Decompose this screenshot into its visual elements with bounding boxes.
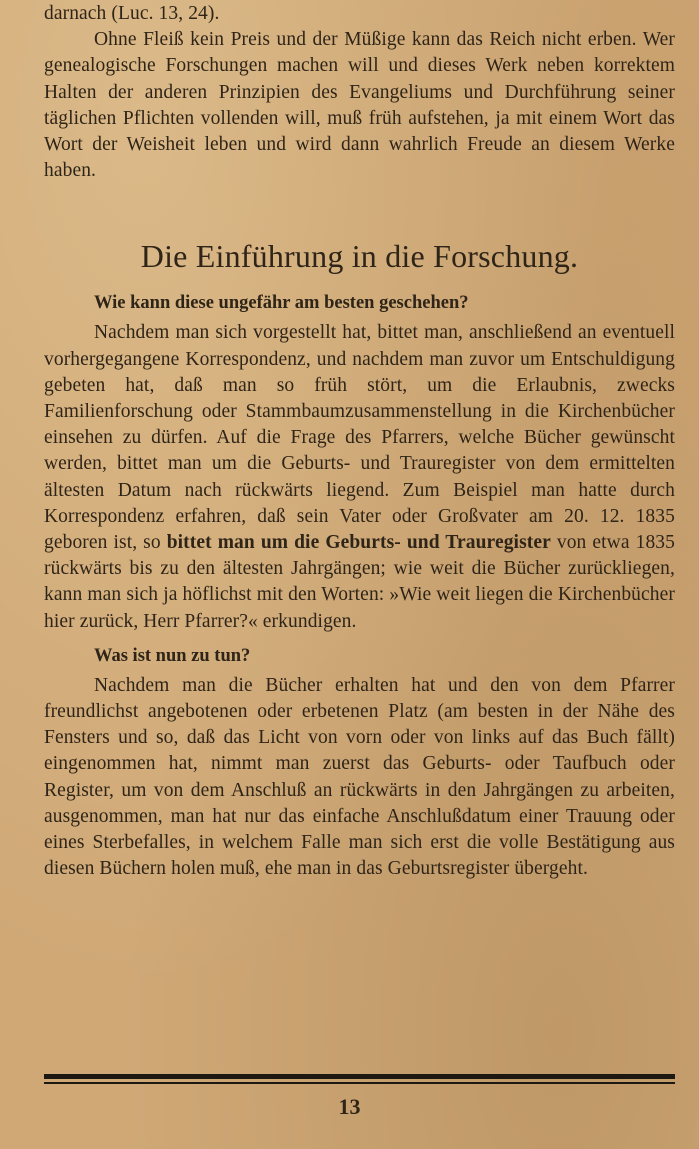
paragraph-introduction-part-2: von etwa 1835 rückwärts bis zu den ältesten Jahrgängen; wie weit die Bücher zurückliegen, kann man sich ja höflichst mit den Worten: »Wie weit liegen die Kirchenbücher hier zurück, Herr Pfarrer?« erkundigen. [44,532,675,632]
footer-rule-thick [44,1074,675,1079]
page-number: 13 [338,1094,361,1119]
paragraph-introduction-part-1: Nachdem man sich vorgestellt hat, bittet man, anschließend an eventuell vorhergegangene Korrespondenz, und nachdem man zuvor um Entschuldigung gebeten hat, daß man so früh stört, um die Erlaubnis, zwecks Familienforschung oder Stammbaumzusammenstellung in die Kirchenbücher einsehen zu dürfen. Auf die Frage des Pfarrers, welche Bücher gewünscht werden, bittet man um die Geburts- und Trauregister von dem ermittelten ältesten Datum nach rückwärts liegend. Zum Beispiel man hatte durch Korrespondenz erfahren, daß sein Vater oder Großvater am 20. 12. 1835 geboren ist, so [44,322,675,554]
paragraph-introduction [44,320,675,634]
paragraph-procedure: Nachdem man die Bücher erhalten hat und den von dem Pfarrer freundlichst angebotenen oder erbetenen Platz (am besten in der Nähe des Fensters und so, daß das Licht von vorn oder von links auf das Buch fällt) eingenommen hat, nimmt man zuerst das Geburts- oder Taufbuch oder Register, um von dem Anschluß an rückwärts in den Jahrgängen zu arbeiten, ausgenommen, man hat nur das einfache Anschlußdatum einer Trauung oder eines Sterbefalles, in welchem Falle man sich erst die volle Bestätigung aus diesen Büchern holen muß, ehe man in das Geburtsregister übergeht. [44,674,675,880]
book-page [44,0,675,882]
section-heading: Die Einführung in die Forschung. [140,238,579,275]
paragraph-diligence: Ohne Fleiß kein Preis und der Müßige kann das Reich nicht erben. Wer genealogische Forschungen machen will und dieses Werk neben korrektem Halten der anderen Prinzipien des Evangeliums und Durchführung seiner täglichen Pflichten vollenden will, muß früh aufstehen, ja mit einem Wort das Wort der Weisheit leben und wird dann wahrlich Freude an diesem Werke haben. [44,29,675,182]
paragraph-introduction-emphasis: bittet man um die Geburts- und Trauregister [166,532,551,554]
paragraph-carryover: darnach (Luc. 13, 24). [44,3,220,24]
footer-rule-thin [44,1082,675,1084]
question-heading-1: Wie kann diese ungefähr am besten geschehen? [94,293,469,314]
question-heading-2: Was ist nun zu tun? [94,645,251,666]
